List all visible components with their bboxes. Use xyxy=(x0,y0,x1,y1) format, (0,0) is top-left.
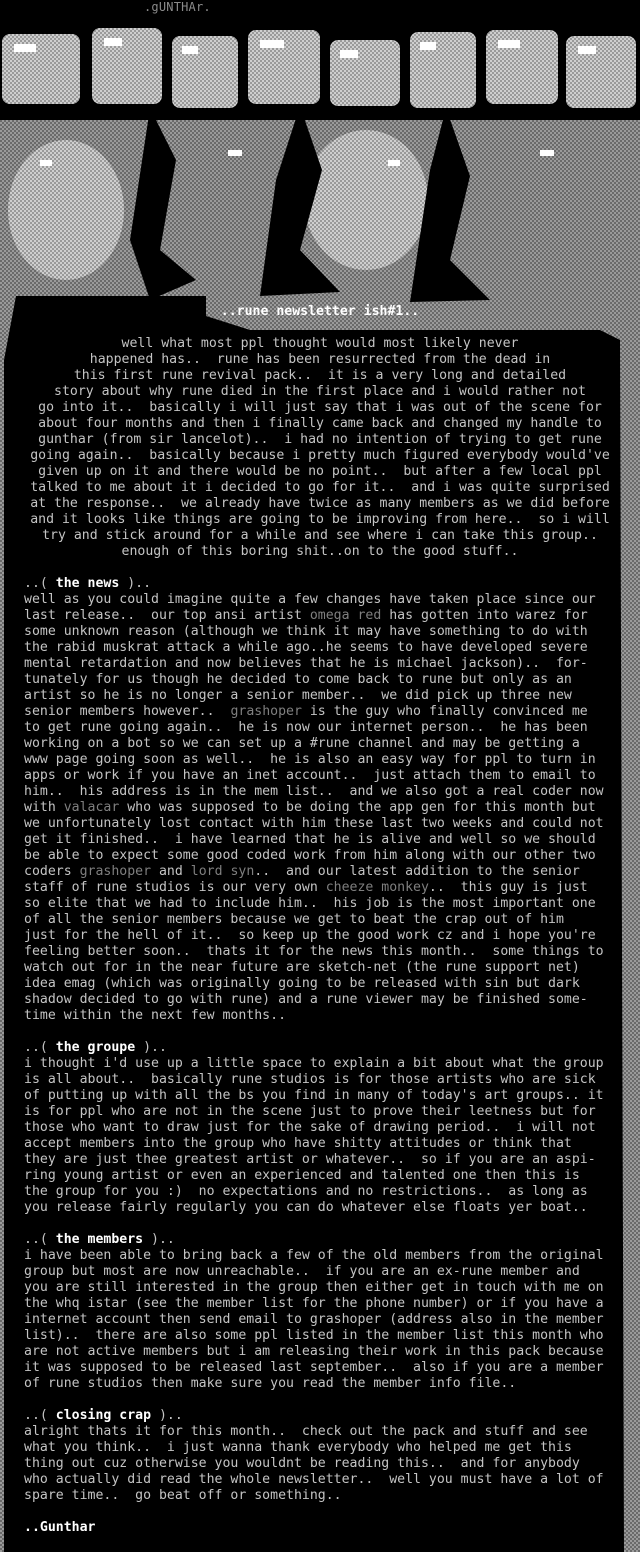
text-run: time within the next few months.. xyxy=(24,1008,287,1023)
text-run: working on a bot so we can set up a #rune channel and may be getting a xyxy=(24,736,580,751)
intro-line: happened has.. rune has been resurrected from the dead in xyxy=(89,352,551,367)
news-line xyxy=(24,592,640,608)
member-name: valacar xyxy=(63,800,120,815)
text-run: we unfortunately lost contact with him these last two weeks and could not xyxy=(24,816,604,831)
text-run: to get rune going again.. he is now our internet person.. he has been xyxy=(24,720,588,735)
news-line xyxy=(24,976,640,992)
closing-line: who actually did read the whole newsletter.. well you must have a lot of xyxy=(24,1472,604,1487)
section-heading-title: the news xyxy=(55,576,120,591)
text-run: artist so he is no longer a senior member.. we did pick up three new xyxy=(24,688,572,703)
members-line: group but most are now unreachable.. if you are an ex-rune member and xyxy=(24,1264,580,1279)
news-line xyxy=(24,928,640,944)
section-heading-bracket: ..( xyxy=(24,576,56,591)
groupe-line: ring young artist or even an experienced and talented one then this is xyxy=(24,1168,580,1183)
news-line xyxy=(24,960,640,976)
news-line xyxy=(24,736,640,752)
intro-line: and it looks like things are going to be improving from here.. so i will xyxy=(30,512,610,527)
text-run: shadow decided to go with rune) and a rune viewer may be finished some- xyxy=(24,992,588,1007)
intro-line: story about why rune died in the first place and i would rather not xyxy=(54,384,586,399)
news-line xyxy=(24,816,640,832)
news-line xyxy=(24,704,640,720)
section-heading-closing xyxy=(24,1408,640,1424)
intro-line: enough of this boring shit..on to the good stuff.. xyxy=(121,544,519,559)
text-run: watch out for in the near future are sketch-net (the rune support net) xyxy=(24,960,580,975)
text-run: .. and our latest addition to the senior xyxy=(254,864,580,879)
members-line: of rune studios then make sure you read the member info file.. xyxy=(24,1376,517,1391)
members-line: list).. there are also some ppl listed in the member list this month who xyxy=(24,1328,604,1343)
news-line xyxy=(24,864,640,880)
section-heading-title: the groupe xyxy=(55,1040,136,1055)
intro-line: about four months and then i finally came back and changed my handle to xyxy=(38,416,602,431)
text-run: and xyxy=(151,864,191,879)
intro-line: given up on it and there would be no point.. but after a few local ppl xyxy=(38,464,602,479)
member-name: lord syn xyxy=(190,864,255,879)
news-line xyxy=(24,752,640,768)
intro-line: gunthar (from sir lancelot).. i had no intention of trying to get rune xyxy=(38,432,602,447)
groupe-line: i thought i'd use up a little space to explain a bit about what the group xyxy=(24,1056,604,1071)
section-heading-news xyxy=(24,576,640,592)
text-run: mental retardation and now believes that he is michael jackson).. for- xyxy=(24,656,588,671)
news-line xyxy=(24,1008,640,1024)
logo-letters xyxy=(2,28,636,108)
news-line xyxy=(24,768,640,784)
groupe-line: accept members into the group who have shitty attitudes or think that xyxy=(24,1136,572,1151)
text-run: well as you could imagine quite a few changes have taken place since our xyxy=(24,592,596,607)
groupe-line: of putting up with all the bs you find in many of today's art groups.. it xyxy=(24,1088,604,1103)
intro-line: try and stick around for a while and see where i can take this group.. xyxy=(42,528,598,543)
text-run: has gotten into warez for xyxy=(381,608,588,623)
section-heading-bracket: ).. xyxy=(119,576,152,591)
intro-line: at the response.. we already have twice as many members as we did before xyxy=(30,496,610,511)
intro-line: this first rune revival pack.. it is a very long and detailed xyxy=(73,368,567,383)
closing-line: what you think.. i just wanna thank everybody who helped me get this xyxy=(24,1440,572,1455)
members-line: are not active members but i am releasing their work in this pack because xyxy=(24,1344,604,1359)
groupe-line: those who want to draw just for the sake of drawing period.. i will not xyxy=(24,1120,596,1135)
intro-line: go into it.. basically i will just say that i was out of the scene for xyxy=(38,400,602,415)
intro-line: talked to me about it i decided to go for it.. and i was quite surprised xyxy=(30,480,610,495)
text-run: .. this guy is just xyxy=(428,880,588,895)
news-line xyxy=(24,944,640,960)
news-line xyxy=(24,800,640,816)
section-heading-members xyxy=(24,1232,640,1248)
section-heading-title: the members xyxy=(55,1232,144,1247)
text-run: last release.. our top ansi artist xyxy=(24,608,310,623)
news-line xyxy=(24,992,640,1008)
news-line xyxy=(24,784,640,800)
text-run: feeling better soon.. thats it for the news this month.. some things to xyxy=(24,944,604,959)
section-heading-groupe xyxy=(24,1040,640,1056)
text-run: some unknown reason (although we think it may have something to do with xyxy=(24,624,588,639)
members-line: you are still interested in the group then either get in touch with me on xyxy=(24,1280,604,1295)
news-line xyxy=(24,912,640,928)
text-run: tunately for us though he decided to come back to rune but only as an xyxy=(24,672,572,687)
section-heading-title: closing crap xyxy=(55,1408,152,1423)
members-line: internet account then send email to grashoper (address also in the member xyxy=(24,1312,604,1327)
text-run: be able to expect some good coded work from him along with our other two xyxy=(24,848,596,863)
section-heading-bracket: ).. xyxy=(143,1232,175,1247)
news-line xyxy=(24,656,640,672)
text-run: so elite that we had to include him.. his job is the most important one xyxy=(24,896,596,911)
text-run: www page going soon as well.. he is also an easy way for ppl to turn in xyxy=(24,752,596,767)
news-line xyxy=(24,896,640,912)
section-heading-bracket: ..( xyxy=(24,1040,56,1055)
text-run: the rabid muskrat attack a while ago..he seems to have developed severe xyxy=(24,640,588,655)
intro-line: going again.. basically because i pretty much figured everybody would've xyxy=(30,448,610,463)
text-run: senior members however.. xyxy=(24,704,231,719)
text-run: who was supposed to be doing the app gen for this month but xyxy=(119,800,596,815)
text-run: get it finished.. i have learned that he is alive and well so we should xyxy=(24,832,596,847)
text-run: staff of rune studios is our very own xyxy=(24,880,326,895)
news-line xyxy=(24,688,640,704)
members-line: the whq istar (see the member list for the phone number) or if you have a xyxy=(24,1296,604,1311)
member-name: grashoper xyxy=(230,704,302,719)
closing-line: spare time.. go beat off or something.. xyxy=(24,1488,342,1503)
section-heading-bracket: ).. xyxy=(151,1408,183,1423)
text-run: just for the hell of it.. so keep up the good work cz and i hope you're xyxy=(24,928,596,943)
groupe-line: the group for you :) no expectations and no restrictions.. as long as xyxy=(24,1184,588,1199)
text-run: apps or work if you have an inet account.. just attach them to email to xyxy=(24,768,596,783)
members-line: i have been able to bring back a few of the old members from the original xyxy=(24,1248,604,1263)
text-run: coders xyxy=(24,864,80,879)
groupe-line: they are just thee greatest artist or whatever.. so if you are an aspi- xyxy=(24,1152,596,1167)
signature: ..Gunthar xyxy=(24,1520,96,1535)
section-heading-bracket: ).. xyxy=(135,1040,167,1055)
newsletter-title: ..rune newsletter ish#1.. xyxy=(220,304,420,319)
text-run: with xyxy=(24,800,64,815)
section-heading-bracket: ..( xyxy=(24,1232,56,1247)
news-line xyxy=(24,880,640,896)
text-run: is the guy who finally convinced me xyxy=(301,704,588,719)
groupe-line: is all about.. basically rune studios is for those artists who are sick xyxy=(24,1072,596,1087)
text-run: of all the senior members because we get to beat the crap out of him xyxy=(24,912,564,927)
news-line xyxy=(24,640,640,656)
member-name: cheeze monkey xyxy=(325,880,429,895)
text-run: him.. his address is in the mem list.. and we also got a real coder now xyxy=(24,784,604,799)
news-line xyxy=(24,672,640,688)
news-line xyxy=(24,624,640,640)
members-line: it was supposed to be released last september.. also if you are a member xyxy=(24,1360,604,1375)
closing-line: alright thats it for this month.. check out the pack and stuff and see xyxy=(24,1424,588,1439)
member-name: grashoper xyxy=(79,864,152,879)
news-line xyxy=(24,832,640,848)
member-name: omega red xyxy=(309,608,382,623)
intro-line: well what most ppl thought would most likely never xyxy=(121,336,519,351)
groupe-line: is for ppl who are not in the scene just to prove their leetness but for xyxy=(24,1104,596,1119)
news-line xyxy=(24,848,640,864)
closing-line: thing out cuz otherwise you wouldnt be reading this.. and for anybody xyxy=(24,1456,580,1471)
text-run: idea emag (which was originally going to be released with sin but dark xyxy=(24,976,580,991)
news-line xyxy=(24,720,640,736)
groupe-line: you release fairly regularly you can do whatever else floats yer boat.. xyxy=(24,1200,588,1215)
section-heading-bracket: ..( xyxy=(24,1408,56,1423)
art-tag: .gUNTHAr. xyxy=(144,0,211,14)
news-line xyxy=(24,608,640,624)
